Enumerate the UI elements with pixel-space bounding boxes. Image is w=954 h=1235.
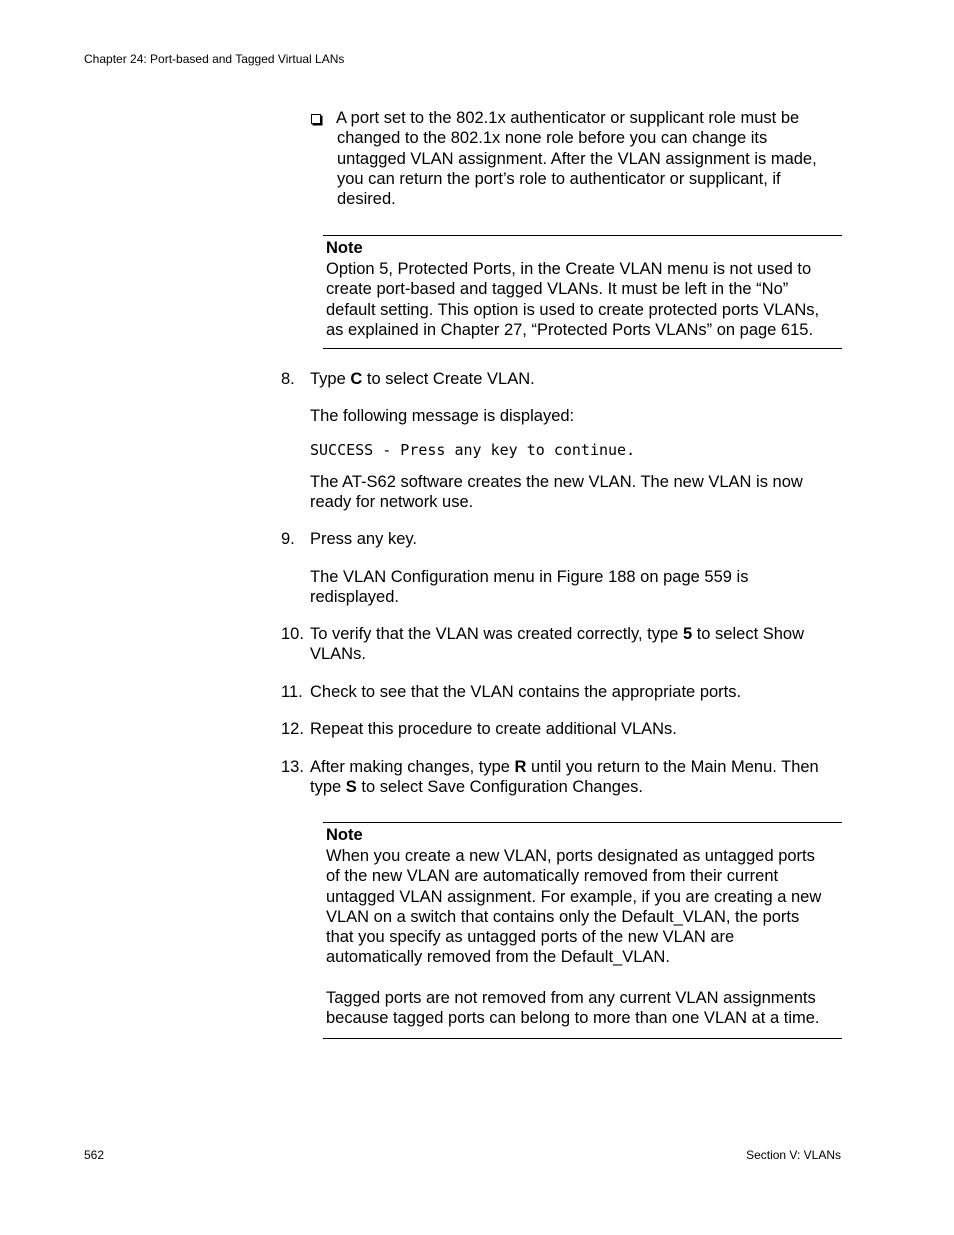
note-line: untagged VLAN assignment. For example, if you are creating a new	[326, 887, 822, 906]
step-8	[0, 369, 954, 391]
result-line: ready for network use.	[310, 493, 474, 512]
note-line: VLAN on a switch that contains only the Default_VLAN, the ports	[326, 907, 800, 926]
note-box	[323, 235, 842, 349]
result-paragraph	[310, 567, 845, 608]
step-11	[0, 682, 954, 704]
checkbox-bullet-icon	[311, 114, 321, 124]
note-line: Tagged ports are not removed from any current VLAN assignments	[326, 988, 816, 1007]
result-paragraph	[310, 472, 845, 513]
key-label: C	[350, 370, 363, 388]
note-line: default setting. This option is used to create protected ports VLANs,	[326, 300, 820, 319]
note-line: When you create a new VLAN, ports designated as untagged ports	[326, 847, 815, 865]
step-text-part: VLANs.	[310, 645, 366, 664]
bullet-line: untagged VLAN assignment. After the VLAN assignment is made,	[337, 149, 817, 168]
step-number: 8.	[281, 370, 295, 388]
step-number: 13.	[281, 758, 304, 776]
step-text	[310, 624, 845, 665]
step-number: 12.	[281, 720, 304, 738]
step-text: Press any key.	[310, 530, 417, 548]
step-text	[310, 757, 845, 798]
step-10	[0, 624, 954, 666]
note-line: because tagged ports can belong to more than one VLAN at a time.	[326, 1009, 820, 1028]
message-intro: The following message is displayed:	[310, 407, 575, 425]
step-text: Check to see that the VLAN contains the appropriate ports.	[310, 683, 742, 701]
result-line: The AT-S62 software creates the new VLAN. The new VLAN is now	[310, 473, 803, 491]
bullet-paragraph	[337, 108, 847, 209]
step-text: Repeat this procedure to create additional VLANs.	[310, 720, 677, 738]
note-line: as explained in Chapter 27, “Protected Ports VLANs” on page 615.	[326, 320, 814, 339]
step-text-part: until you return to the Main Menu. Then	[526, 758, 819, 776]
step-number: 9.	[281, 530, 295, 548]
note-box	[323, 822, 842, 1039]
key-label: R	[514, 758, 527, 776]
step-12	[0, 719, 954, 741]
note-line: that you specify as untagged ports of the new VLAN are	[326, 928, 735, 947]
note-line: of the new VLAN are automatically removed from their current	[326, 867, 779, 886]
note-body	[326, 846, 846, 1028]
step-9	[0, 529, 954, 551]
result-line: redisplayed.	[310, 588, 399, 607]
step-number: 11.	[281, 683, 303, 701]
paragraph-spacer	[326, 968, 846, 988]
step-text-part: To verify that the VLAN was created correctly, type	[310, 625, 683, 643]
running-header: Chapter 24: Port-based and Tagged Virtual LANs	[84, 52, 345, 66]
success-message-code: SUCCESS - Press any key to continue.	[310, 441, 636, 459]
section-footer: Section V: VLANs	[746, 1148, 841, 1162]
note-line: automatically removed from the Default_VLAN.	[326, 948, 670, 967]
key-label: S	[345, 778, 357, 797]
note-title: Note	[326, 826, 363, 844]
result-line: The VLAN Configuration menu in Figure 188 on page 559 is	[310, 568, 749, 586]
bullet-line: you can return the port’s role to authenticator or supplicant, if	[337, 169, 781, 188]
step-text-part: to select Show	[692, 625, 805, 643]
note-line: Option 5, Protected Ports, in the Create VLAN menu is not used to	[326, 260, 812, 278]
step-text-part: to select Create VLAN.	[362, 370, 535, 388]
step-text-part: to select Save Configuration Changes.	[356, 778, 643, 797]
key-label: 5	[682, 625, 693, 643]
bullet-line: A port set to the 802.1x authenticator or supplicant role must be	[336, 109, 800, 127]
note-title: Note	[326, 239, 363, 257]
step-text-part: Type	[310, 370, 351, 388]
note-line: create port-based and tagged VLANs. It must be left in the “No”	[326, 280, 789, 299]
step-text-part: After making changes, type	[310, 758, 515, 776]
step-text-part: type	[310, 778, 346, 797]
step-number: 10.	[281, 625, 304, 643]
bullet-line: changed to the 802.1x none role before you can change its	[337, 129, 768, 148]
step-text	[310, 369, 845, 389]
bullet-line: desired.	[337, 190, 396, 209]
note-body	[326, 259, 846, 340]
page-number: 562	[84, 1148, 105, 1162]
step-13	[0, 757, 954, 799]
